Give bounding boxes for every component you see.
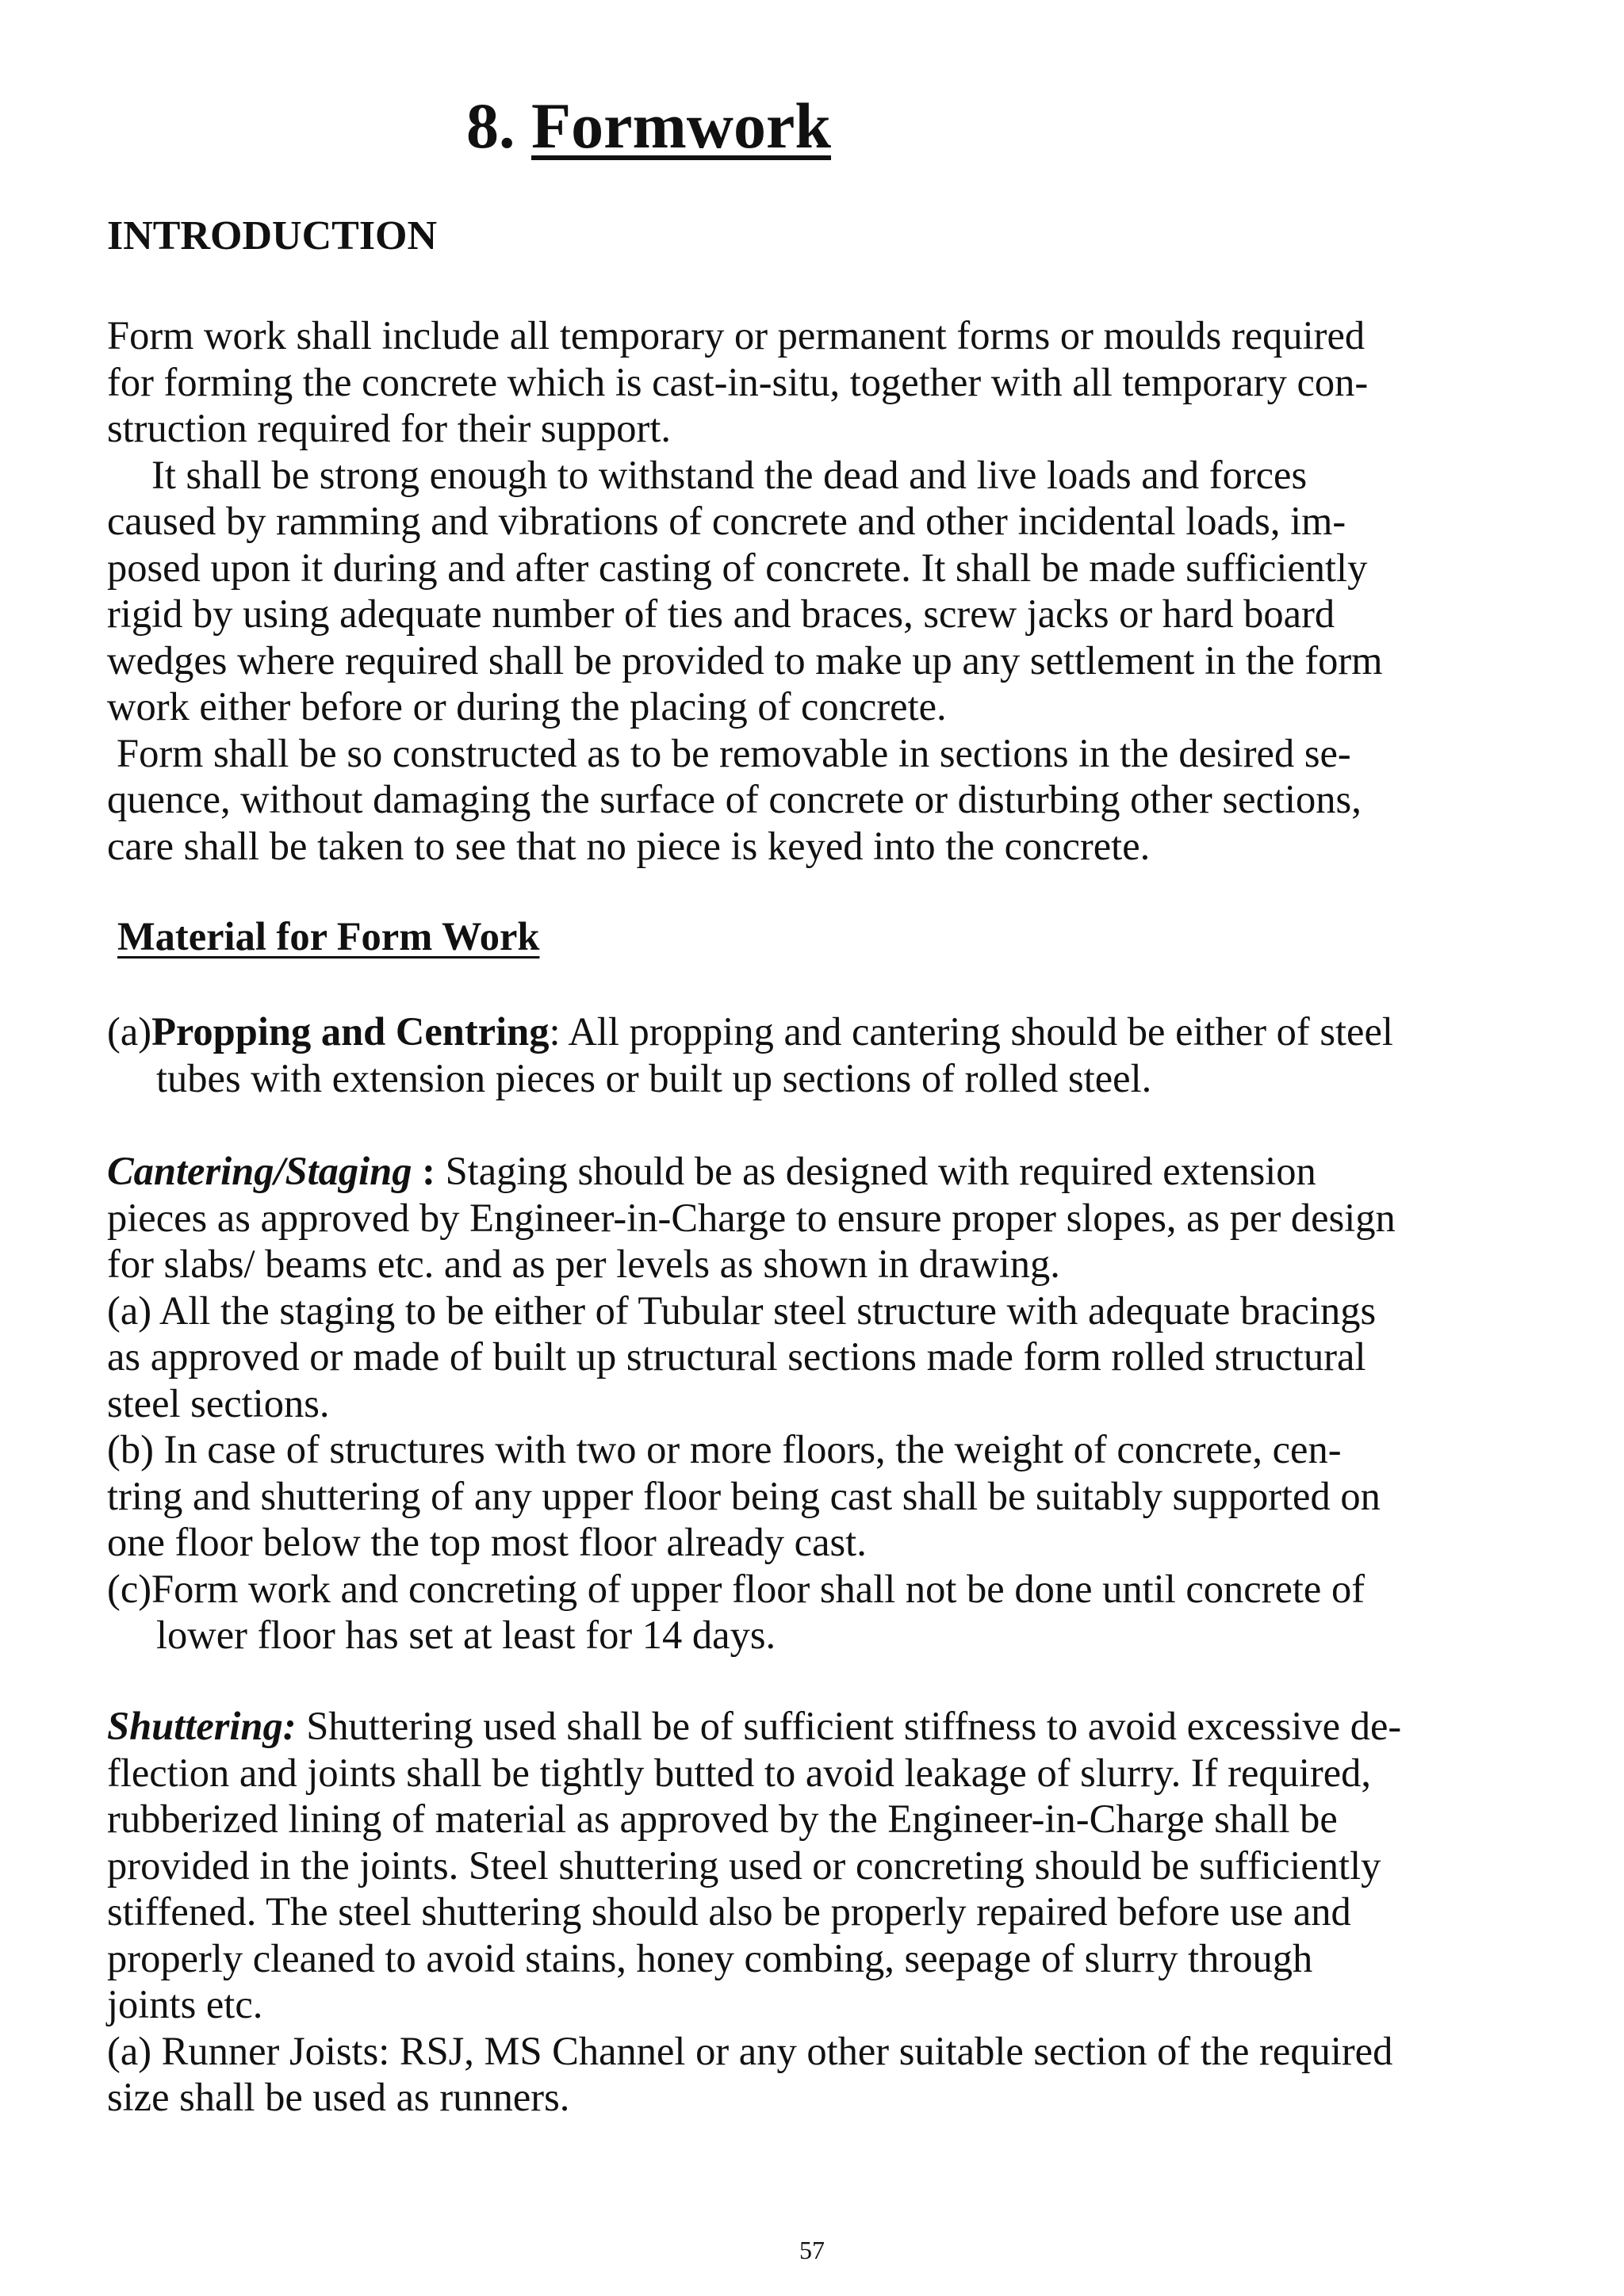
text-line: (b) In case of structures with two or more floors, the weight of concrete, cen- — [107, 1427, 1342, 1471]
text-line: properly cleaned to avoid stains, honey combing, seepage of slurry through — [107, 1935, 1313, 1980]
propping-paragraph — [107, 1008, 1534, 1101]
page-number: 57 — [799, 2236, 825, 2264]
shuttering-paragraph — [107, 1703, 1534, 2121]
introduction-heading: INTRODUCTION — [107, 213, 438, 258]
text-line: caused by ramming and vibrations of concrete and other incidental loads, im- — [107, 499, 1346, 543]
text-line: tubes with extension pieces or built up sections of rolled steel. — [156, 1055, 1152, 1100]
text-line: struction required for their support. — [107, 406, 672, 450]
text-line: flection and joints shall be tightly butted to avoid leakage of slurry. If required, — [107, 1750, 1372, 1795]
text-line: as approved or made of built up structural sections made form rolled structural — [107, 1334, 1366, 1379]
text-line: rubberized lining of material as approved by the Engineer-in-Charge shall be — [107, 1797, 1338, 1841]
cantering-paragraph — [107, 1148, 1534, 1659]
text-line: joints etc. — [107, 1982, 263, 2026]
item-prefix: (a) — [107, 1009, 152, 1054]
page-title — [466, 90, 832, 162]
shuttering-term: Shuttering: — [107, 1704, 297, 1748]
text-line: stiffened. The steel shuttering should also be properly repaired before use and — [107, 1889, 1351, 1934]
material-heading: Material for Form Work — [117, 914, 540, 959]
text-line: work either before or during the placing of concrete. — [107, 684, 947, 729]
text-line — [107, 1008, 1534, 1055]
text-line: lower floor has set at least for 14 days. — [156, 1613, 776, 1657]
text-line: provided in the joints. Steel shuttering used or concreting should be sufficiently — [107, 1843, 1381, 1888]
text-line — [107, 1703, 1534, 1750]
propping-term: Propping and Centring — [151, 1009, 550, 1054]
chapter-number: 8. — [466, 90, 515, 162]
cantering-term: Cantering/Staging — [107, 1149, 412, 1193]
text-line: steel sections. — [107, 1380, 330, 1425]
introduction-body — [107, 312, 1534, 869]
text-line: It shall be strong enough to withstand the dead and live loads and forces — [151, 452, 1308, 497]
text-line: one floor below the top most floor already cast. — [107, 1520, 867, 1564]
text-line: (a) All the staging to be either of Tubular steel structure with adequate bracings — [107, 1288, 1377, 1333]
text-run: : All propping and cantering should be either of steel — [549, 1009, 1393, 1054]
text-line — [107, 1148, 1534, 1195]
text-line: Form work shall include all temporary or permanent forms or moulds required — [107, 313, 1365, 358]
text-run: Staging should be as designed with required extension — [445, 1149, 1316, 1193]
text-line: care shall be taken to see that no piece is keyed into the concrete. — [107, 823, 1151, 868]
text-line: posed upon it during and after casting of concrete. It shall be made sufficiently — [107, 545, 1368, 590]
text-line: Form shall be so constructed as to be removable in sections in the desired se- — [117, 730, 1351, 775]
text-line: tring and shuttering of any upper floor being cast shall be suitably supported on — [107, 1473, 1381, 1518]
text-line: (c)Form work and concreting of upper floor shall not be done until concrete of — [107, 1566, 1365, 1611]
text-line: rigid by using adequate number of ties and braces, screw jacks or hard board — [107, 591, 1335, 636]
text-line: size shall be used as runners. — [107, 2075, 570, 2119]
text-line: pieces as approved by Engineer-in-Charge to ensure proper slopes, as per design — [107, 1195, 1396, 1240]
text-line: quence, without damaging the surface of concrete or disturbing other sections, — [107, 777, 1362, 821]
text-line: for forming the concrete which is cast-in-situ, together with all temporary con- — [107, 359, 1369, 404]
chapter-title: Formwork — [531, 90, 832, 162]
text-run: : — [412, 1149, 446, 1193]
text-line: wedges where required shall be provided to make up any settlement in the form — [107, 637, 1383, 683]
text-run: Shuttering used shall be of sufficient stiffness to avoid excessive de- — [296, 1704, 1402, 1748]
text-line: (a) Runner Joists: RSJ, MS Channel or any other suitable section of the required — [107, 2028, 1393, 2073]
text-line: for slabs/ beams etc. and as per levels as shown in drawing. — [107, 1242, 1060, 1286]
